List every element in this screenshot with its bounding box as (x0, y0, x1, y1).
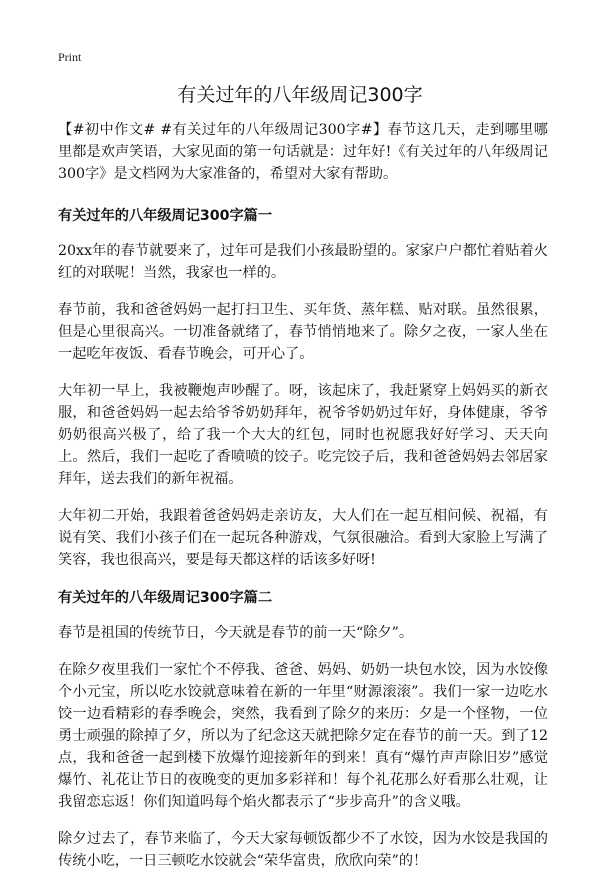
paragraph: 春节是祖国的传统节日，今天就是春节的前一天“除夕”。 (58, 625, 414, 641)
section-heading: 有关过年的八年级周记300字篇一 (58, 208, 273, 224)
section-heading: 有关过年的八年级周记300字篇二 (58, 590, 273, 606)
section-one (58, 205, 548, 571)
paragraph: 在除夕夜里我们一家忙个不停我、爸爸、妈妈、奶奶一块包水饺，因为水饺像个小元宝，所以吃水饺就意味着在新的一年里“财源滚滚”。我们一家一边吃水饺一边看精彩的春季晚会，突然，我看到了除夕的来历：夕是一个怪物，一位勇士顽强的除掉了夕，所以为了纪念这天就把除夕定在春节的前一天。到了12点，我和爸爸一起到楼下放爆竹迎接新年的到来！真有“爆竹声声除旧岁”感觉爆竹、礼花让节日的夜晚变的更加多彩祥和！每个礼花那么好看那么壮观，让我留恋忘返！你们知道吗每个焰火都表示了“步步高升”的含义哦。 (58, 662, 548, 810)
paragraph: 大年初一早上，我被鞭炮声吵醒了。呀，该起床了，我赶紧穿上妈妈买的新衣服，和爸爸妈妈一起去给爷爷奶奶拜年，祝爷爷奶奶过年好，身体健康，爷爷奶奶很高兴极了，给了我一个大大的红包，同时也祝愿我好好学习、天天向上。然后，我们一起吃了香喷喷的饺子。吃完饺子后，我和爸爸妈妈去邻居家拜年，送去我们的新年祝福。 (58, 383, 548, 487)
paragraph: 除夕过去了，春节来临了，今天大家每顿饭都少不了水饺，因为水饺是我国的传统小吃，一日三顿吃水饺就会“荣华富贵，欣欣向荣”的！ (58, 831, 548, 869)
print-link[interactable]: Print (58, 50, 82, 64)
intro-paragraph: 【#初中作文# #有关过年的八年级周记300字#】春节这几天，走到哪里哪里都是欢声笑语，大家见面的第一句话就是：过年好!《有关过年的八年级周记300字》是文档网为大家准备的，希望对大家有帮助。 (58, 122, 548, 182)
paragraph: 20xx年的春节就要来了，过年可是我们小孩最盼望的。家家户户都忙着贴着火红的对联呢！当然，我家也一样的。 (58, 243, 548, 281)
paragraph: 春节前，我和爸爸妈妈一起打扫卫生、买年货、蒸年糕、贴对联。虽然很累，但是心里很高兴。一切准备就绪了，春节悄悄地来了。除夕之夜，一家人坐在一起吃年夜饭、看春节晚会，可开心了。 (58, 302, 548, 362)
section-two (58, 587, 548, 872)
page-title: 有关过年的八年级周记300字 (177, 84, 423, 106)
article-body (58, 119, 548, 887)
paragraph: 大年初二开始，我跟着爸爸妈妈走亲访友，大人们在一起互相问候、祝福，有说有笑、我们小孩子们在一起玩各种游戏，气氛很融洽。看到大家脸上写满了笑容，我也很高兴，要是每天都这样的话该多好呀! (58, 508, 548, 568)
